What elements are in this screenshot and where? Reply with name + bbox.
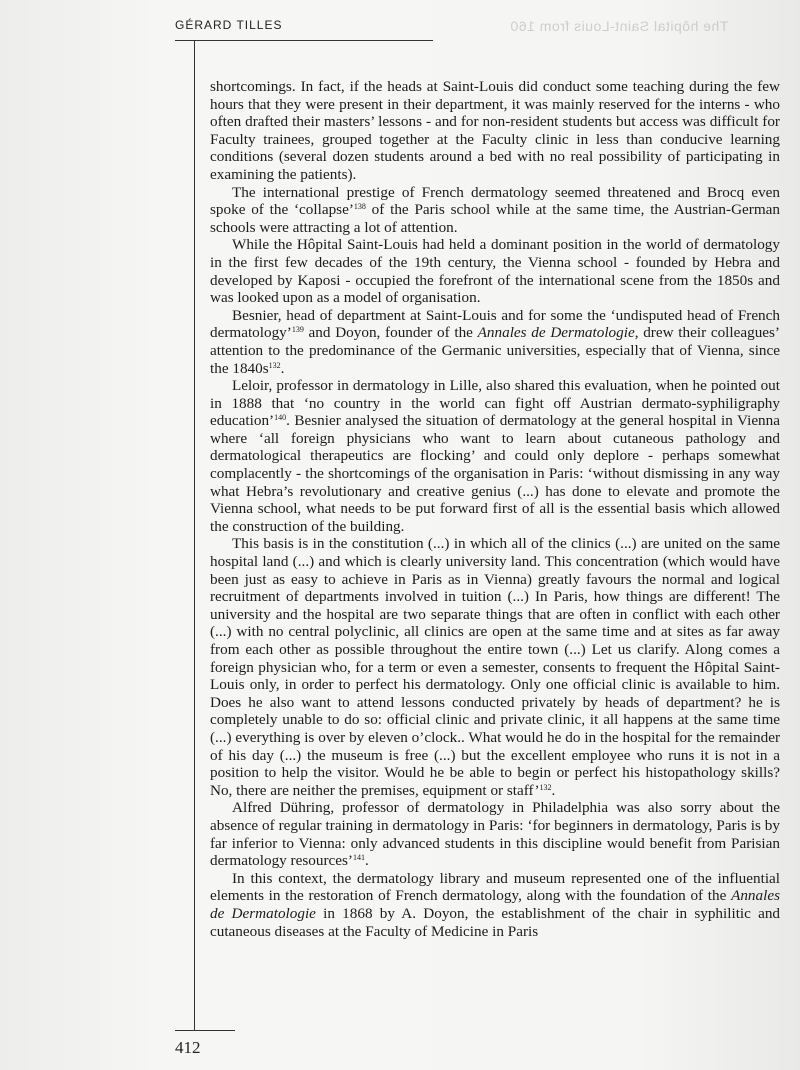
paragraph — [210, 78, 780, 184]
text-run: This basis is in the constitution (...) in which all of the clinics (...) are united on the same hospital land (...) and which is clearly university land. This concentration (which would have been just as easy to achieve in Paris as in Vienna) greatly favours the normal and logical recruitment of departments involved in tuition (...) In Paris, how things are different! The university and the hospital are two separate things that are often in conflict with each other (...) with no central polyclinic, all clinics are open at the same time and at sites as far away from each other as possible throughout the entire town (...) Let us clarify. Along comes a foreign physician who, for a term or even a semester, consents to frequent the Hôpital Saint-Louis only, in order to perfect his dermatology. Only one official clinic is available to him. Does he also want to attend lessons conducted privately by heads of department? he is completely unable to do so: official clinic and private clinic, it all happens at the same time (...) everything is over by eleven o’clock.. What would he do in the hospital for the remainder of his day (...) the museum is free (...) but the excellent employee who runs it is not in a position to help the visitor. Would he be able to begin or perfect his histopathology skills? No, there are neither the premises, equipment or staff’ — [210, 535, 780, 799]
text-run: The international prestige of French dermatology seemed threatened and Brocq even spoke of the ‘collapse’ — [210, 183, 780, 219]
footnote-ref: 132 — [268, 360, 281, 370]
header-rule — [175, 40, 433, 41]
text-run: Alfred Dühring, professor of dermatology in Philadelphia was also sorry about the absence of regular training in dermatology in Paris: ‘for beginners in dermatology, Paris is by far inferior to Vienna: only advanced students in this discipline would benefit from Parisian dermatology resources’ — [210, 799, 780, 870]
paragraph — [210, 184, 780, 237]
paragraph — [210, 799, 780, 869]
footnote-ref: 140 — [274, 413, 287, 423]
running-header-author: GÉRARD TILLES — [175, 18, 283, 32]
show-through-header: The hôpital Saint-Louis from 160 — [510, 18, 729, 34]
text-run: . Besnier analysed the situation of dermatology at the general hospital in Vienna where ‘all foreign physicians who want to learn about cutaneous pathology and dermatological therapeutics are flocking’ and could only deplore - perhaps somewhat complacently - the shortcomings of the organisation in Paris: ‘without dismissing in any way what Hebra’s revolutionary and creative genius (...) has done to elevate and promote the Vienna school, what needs to be put forward first of all is the essential basis which allowed the construction of the building. — [210, 412, 780, 535]
text-run: Besnier, head of department at Saint-Louis and for some the ‘undisputed head of French dermatology’ — [210, 306, 780, 342]
footnote-ref: 139 — [291, 325, 304, 335]
text-run: In this context, the dermatology library and museum represented one of the influential elements in the restoration of French dermatology, along with the foundation of the — [210, 869, 780, 905]
text-run: Leloir, professor in dermatology in Lille, also shared this evaluation, when he pointed out in 1888 that ‘no country in the world can fight off Austrian dermato-syphiligraphy education’ — [210, 377, 780, 430]
footnote-ref: 138 — [353, 202, 366, 212]
paragraph — [210, 307, 780, 377]
footnote-ref: 141 — [352, 853, 365, 863]
paragraph — [210, 535, 780, 799]
page-number: 412 — [175, 1038, 201, 1057]
footer-rule — [175, 1030, 235, 1031]
text-run: of the Paris school while at the same time, the Austrian-German schools were attracting a lot of attention. — [210, 201, 780, 236]
margin-rule — [194, 40, 195, 1030]
italic-title: Annales de Dermatologie — [210, 887, 780, 922]
text-run: . — [364, 852, 369, 870]
text-run: shortcomings. In fact, if the heads at Saint-Louis did conduct some teaching during the few hours that they were present in their department, it was mainly reserved for the interns - who often drafted their masters’ lessons - and for non-resident students but access was difficult for Faculty trainees, grouped together at the Faculty clinic in less than conducive learning conditions (several dozen students around a bed with no real possibility of participating in examining the patients). — [210, 78, 780, 183]
text-run: . — [280, 359, 285, 377]
paragraph — [210, 236, 780, 306]
text-run: in 1868 by A. Doyon, the establishment of the chair in syphilitic and cutaneous diseases at the Faculty of Medicine in Paris — [210, 904, 781, 940]
italic-title: Annales de Dermatologie — [477, 324, 635, 342]
text-run: While the Hôpital Saint-Louis had held a dominant position in the world of dermatology in the first few decades of the 19th century, the Vienna school - founded by Hebra and developed by Kaposi - occupied the forefront of the international scene from the 1850s and was looked upon as a model of organisation. — [210, 236, 780, 307]
footnote-ref: 132 — [539, 782, 552, 792]
text-run: and Doyon, founder of the — [303, 324, 478, 342]
text-run: . — [551, 781, 556, 799]
paragraph — [210, 870, 780, 940]
text-run: , drew their colleagues’ attention to the predominance of the Germanic universities, especially that of Vienna, since the 1840s — [210, 324, 780, 377]
body-text — [210, 78, 780, 940]
paragraph — [210, 377, 780, 535]
